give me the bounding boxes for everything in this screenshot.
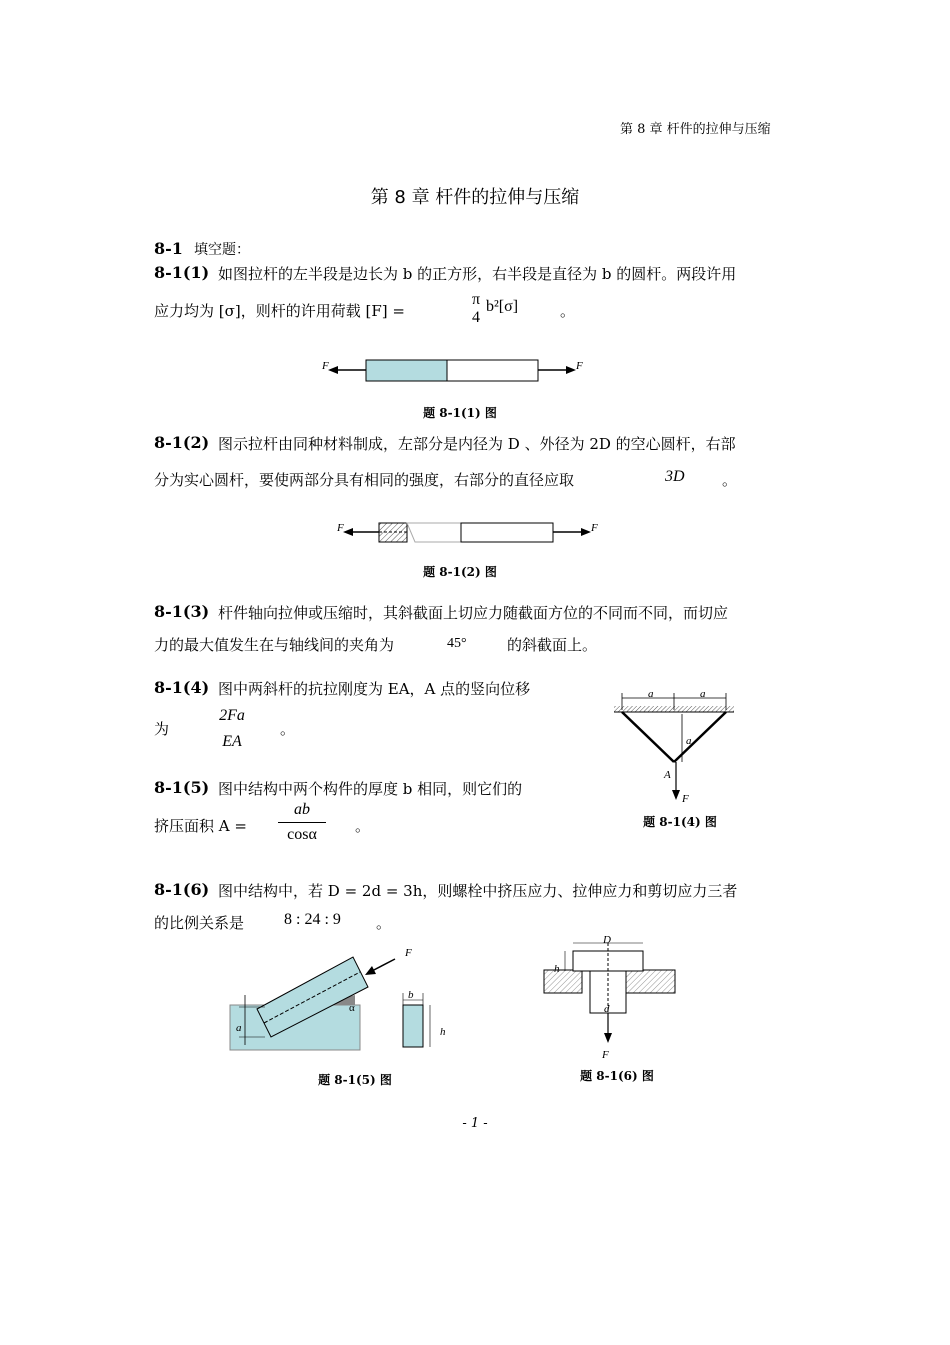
q3-line2a: 力的最大值发生在与轴线间的夹角为 — [154, 636, 395, 654]
fig2-F-left: F — [337, 522, 344, 534]
q3-line2b: 的斜截面上。 — [507, 636, 598, 654]
fig6-d: d — [604, 1003, 610, 1015]
fig4-a-vert: a — [686, 735, 692, 747]
q6-line1: 图中结构中，若 D = 2d = 3h，则螺栓中挤压应力、拉伸应力和剪切应力三者 — [218, 882, 738, 900]
q4-answer-den: EA — [222, 733, 242, 750]
q5-caption: 题 8-1(5) 图 — [318, 1073, 392, 1087]
fig4-F: F — [682, 793, 689, 805]
fig5-h: h — [440, 1026, 446, 1038]
q1-answer-tail: b²[σ] — [486, 298, 519, 315]
q4-answer-num: 2Fa — [219, 707, 245, 724]
running-header: 第 8 章 杆件的拉伸与压缩 — [620, 122, 771, 137]
q4-caption: 题 8-1(4) 图 — [643, 815, 717, 829]
fig6-D: D — [603, 934, 611, 946]
fig6-F: F — [602, 1049, 609, 1061]
chapter-title: 第 8 章 杆件的拉伸与压缩 — [370, 187, 580, 208]
q3-line1: 杆件轴向拉伸或压缩时，其斜截面上切应力随截面方位的不同而不同，而切应 — [218, 604, 729, 622]
fig5-b: b — [408, 989, 414, 1001]
q5-answer-num: ab — [294, 801, 310, 818]
q5-line1: 图中结构中两个构件的厚度 b 相同，则它们的 — [218, 780, 523, 798]
q4-end: 。 — [280, 720, 296, 738]
q4-number: 8-1(4) — [154, 678, 210, 697]
fig4-a-left: a — [648, 688, 654, 700]
q6-end: 。 — [376, 914, 392, 932]
fig4-A: A — [664, 769, 671, 781]
q1-end: 。 — [560, 302, 576, 320]
fig-8-1-4 — [610, 690, 740, 810]
q2-caption: 题 8-1(2) 图 — [423, 565, 497, 579]
q3-answer: 45° — [447, 636, 467, 651]
q1-line2: 应力均为 [σ]，则杆的许用荷载 [F] = — [154, 302, 405, 320]
fig5-a: a — [236, 1022, 242, 1034]
fig1-F-left: F — [322, 360, 329, 372]
q4-line1: 图中两斜杆的抗拉刚度为 EA，A 点的竖向位移 — [218, 680, 531, 698]
q6-line2: 的比例关系是 — [154, 914, 245, 932]
q1-answer-fraction — [465, 291, 487, 327]
q6-number: 8-1(6) — [154, 880, 210, 899]
q1-number: 8-1(1) — [154, 263, 210, 282]
fig6-h: h — [554, 963, 560, 975]
q2-line2: 分为实心圆杆，要使两部分具有相同的强度，右部分的直径应取 — [154, 471, 575, 489]
q5-answer-fraction — [278, 798, 326, 847]
page-number: - 1 - — [462, 1116, 488, 1131]
q4-line2: 为 — [154, 720, 170, 738]
fig5-alpha: α — [349, 1002, 355, 1014]
fig5-F: F — [405, 947, 412, 959]
q6-answer: 8 : 24 : 9 — [284, 911, 341, 928]
q5-number: 8-1(5) — [154, 778, 210, 797]
q4-answer-fraction — [210, 703, 254, 755]
q5-line2: 挤压面积 A = — [154, 817, 247, 835]
q2-answer: 3D — [665, 468, 685, 485]
q1-answer-num: π — [471, 291, 481, 308]
fig1-F-right: F — [576, 360, 583, 372]
q5-end: 。 — [355, 817, 371, 835]
section-number: 8-1 — [154, 239, 183, 258]
fig4-a-right: a — [700, 688, 706, 700]
fig-8-1-6 — [540, 933, 680, 1063]
fig-8-1-1 — [320, 355, 590, 385]
fig-8-1-5 — [225, 945, 455, 1060]
q1-answer-den: 4 — [472, 309, 480, 326]
q6-caption: 题 8-1(6) 图 — [580, 1069, 654, 1083]
section-label: 填空题： — [194, 242, 250, 258]
q2-number: 8-1(2) — [154, 433, 210, 452]
q2-line1: 图示拉杆由同种材料制成，左部分是内径为 D 、外径为 2D 的空心圆杆，右部 — [218, 435, 736, 453]
q1-caption: 题 8-1(1) 图 — [423, 406, 497, 420]
fig2-F-right: F — [591, 522, 598, 534]
q3-number: 8-1(3) — [154, 602, 210, 621]
q5-answer-den: cosα — [278, 822, 326, 847]
q2-end: 。 — [722, 471, 738, 489]
q1-line1: 如图拉杆的左半段是边长为 b 的正方形，右半段是直径为 b 的圆杆。两段许用 — [218, 265, 737, 283]
section-heading — [154, 239, 250, 259]
fig-8-1-2 — [335, 518, 605, 548]
